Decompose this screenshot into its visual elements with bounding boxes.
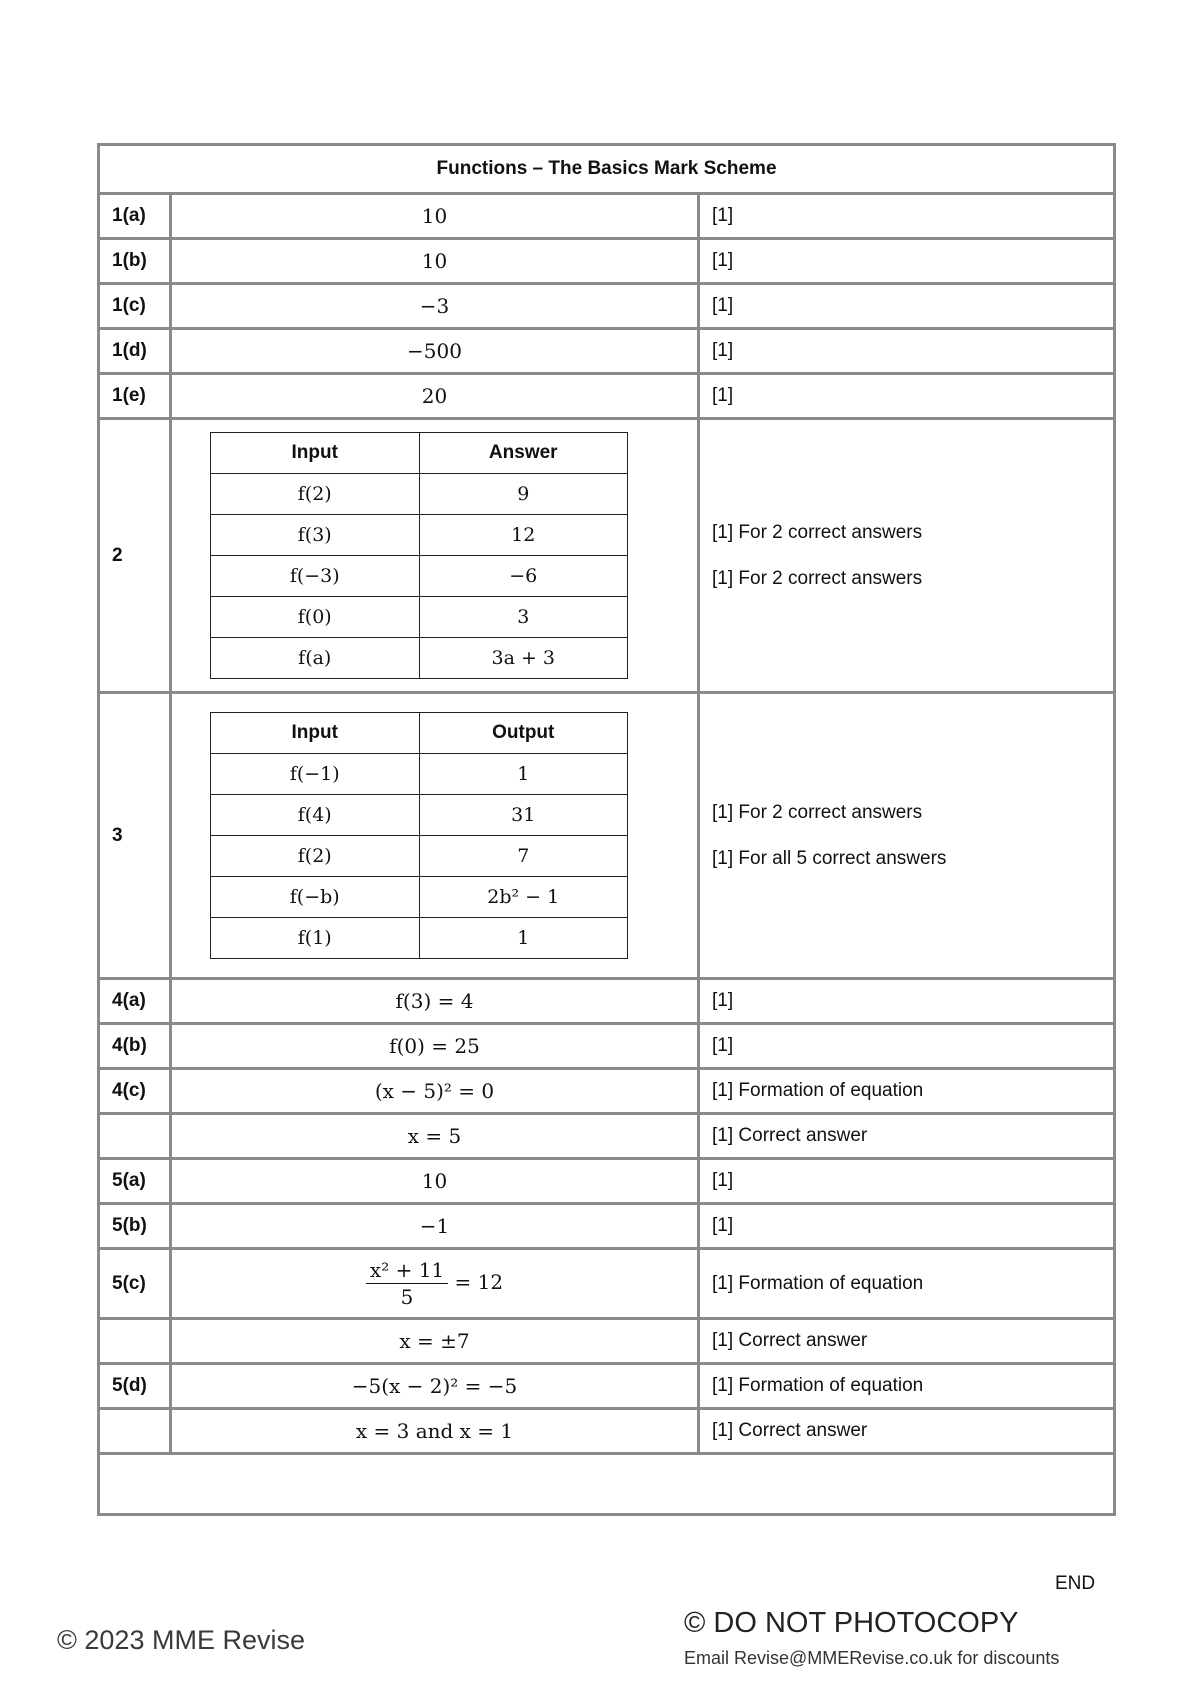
answer-cell: x = 5	[171, 1114, 699, 1159]
discount-email-text: Email Revise@MMERevise.co.uk for discounts	[684, 1648, 1060, 1668]
answer-cell: 10	[171, 239, 699, 284]
function-table	[210, 712, 628, 959]
fraction-denominator: 5	[400, 1285, 414, 1309]
page-title: Functions – The Basics Mark Scheme	[99, 145, 1115, 194]
column-header: Input	[211, 433, 420, 474]
mark-line: [1] For all 5 correct answers	[712, 847, 947, 869]
table-row	[99, 1409, 1115, 1454]
marks-cell: [1]	[699, 329, 1115, 374]
do-not-photocopy-notice: © DO NOT PHOTOCOPY	[684, 1607, 1019, 1639]
answer-cell: f(3) = 4	[171, 979, 699, 1024]
column-header: Output	[419, 713, 628, 754]
answer-cell: −3	[171, 284, 699, 329]
question-number: 5(d)	[99, 1364, 171, 1409]
value-cell: 3	[419, 597, 628, 638]
input-cell: f(0)	[211, 597, 420, 638]
table-row	[99, 374, 1115, 419]
marks-cell: [1]	[699, 194, 1115, 239]
question-number: 2	[99, 419, 171, 693]
value-cell: 31	[419, 795, 628, 836]
question-number: 5(a)	[99, 1159, 171, 1204]
table-row	[99, 194, 1115, 239]
answer-cell	[171, 693, 699, 979]
input-cell: f(2)	[211, 836, 420, 877]
answer-cell: (x − 5)² = 0	[171, 1069, 699, 1114]
table-row	[99, 329, 1115, 374]
end-marker: END	[1055, 1573, 1096, 1594]
answer-cell: 10	[171, 1159, 699, 1204]
marks-cell: [1] Formation of equation	[699, 1249, 1115, 1319]
question-number: 4(c)	[99, 1069, 171, 1114]
value-cell: 2b² − 1	[419, 877, 628, 918]
marks-cell: [1]	[699, 1024, 1115, 1069]
answer-cell: x = 3 and x = 1	[171, 1409, 699, 1454]
marks-cell: [1]	[699, 979, 1115, 1024]
marks-cell: [1] Formation of equation	[699, 1364, 1115, 1409]
marks-cell: [1]	[699, 1159, 1115, 1204]
input-cell: f(−3)	[211, 556, 420, 597]
question-number: 4(a)	[99, 979, 171, 1024]
answer-cell	[171, 1249, 699, 1319]
equation-rhs: = 12	[454, 1270, 504, 1294]
table-row	[99, 1204, 1115, 1249]
table-row	[99, 979, 1115, 1024]
answer-cell: −500	[171, 329, 699, 374]
question-number: 5(b)	[99, 1204, 171, 1249]
table-row	[99, 1114, 1115, 1159]
marks-cell: [1] Formation of equation	[699, 1069, 1115, 1114]
value-cell: 3a + 3	[419, 638, 628, 679]
marks-cell: [1] Correct answer	[699, 1319, 1115, 1364]
table-row	[99, 1024, 1115, 1069]
answer-cell: −1	[171, 1204, 699, 1249]
table-row	[99, 284, 1115, 329]
answer-cell: x = ±7	[171, 1319, 699, 1364]
input-cell: f(4)	[211, 795, 420, 836]
value-cell: 1	[419, 918, 628, 959]
column-header: Answer	[419, 433, 628, 474]
mark-scheme-table	[97, 143, 1116, 1516]
table-row	[99, 1069, 1115, 1114]
blank-row	[99, 1454, 1115, 1515]
blank-cell	[99, 1454, 1115, 1515]
input-cell: f(a)	[211, 638, 420, 679]
fraction-numerator: x² + 11	[366, 1258, 448, 1284]
mark-line: [1] For 2 correct answers	[712, 567, 923, 589]
answer-cell	[171, 419, 699, 693]
marks-cell: [1]	[699, 374, 1115, 419]
table-row	[99, 1319, 1115, 1364]
input-cell: f(2)	[211, 474, 420, 515]
mark-line: [1] For 2 correct answers	[712, 521, 923, 543]
question-number: 1(b)	[99, 239, 171, 284]
input-cell: f(1)	[211, 918, 420, 959]
answer-cell: 20	[171, 374, 699, 419]
value-cell: 1	[419, 754, 628, 795]
question-number: 1(e)	[99, 374, 171, 419]
answer-cell: f(0) = 25	[171, 1024, 699, 1069]
value-cell: −6	[419, 556, 628, 597]
input-cell: f(3)	[211, 515, 420, 556]
column-header: Input	[211, 713, 420, 754]
table-row	[99, 1159, 1115, 1204]
input-cell: f(−b)	[211, 877, 420, 918]
marks-cell: [1]	[699, 1204, 1115, 1249]
question-number: 1(d)	[99, 329, 171, 374]
value-cell: 9	[419, 474, 628, 515]
mark-line: [1] For 2 correct answers	[712, 801, 923, 823]
marks-cell: [1]	[699, 239, 1115, 284]
fraction	[366, 1258, 448, 1309]
marks-cell: [1] Correct answer	[699, 1114, 1115, 1159]
question-number	[99, 1409, 171, 1454]
question-number: 1(a)	[99, 194, 171, 239]
question-number	[99, 1114, 171, 1159]
input-cell: f(−1)	[211, 754, 420, 795]
question-number: 1(c)	[99, 284, 171, 329]
table-row	[99, 239, 1115, 284]
question-number: 5(c)	[99, 1249, 171, 1319]
marks-cell: [1] Correct answer	[699, 1409, 1115, 1454]
marks-cell	[699, 419, 1115, 693]
value-cell: 12	[419, 515, 628, 556]
answer-cell: −5(x − 2)² = −5	[171, 1364, 699, 1409]
question-number	[99, 1319, 171, 1364]
table-row	[99, 1249, 1115, 1319]
question-number: 4(b)	[99, 1024, 171, 1069]
marks-cell	[699, 693, 1115, 979]
table-row	[99, 419, 1115, 693]
function-table	[210, 432, 628, 679]
table-row	[99, 693, 1115, 979]
question-number: 3	[99, 693, 171, 979]
value-cell: 7	[419, 836, 628, 877]
copyright-text: © 2023 MME Revise	[57, 1625, 305, 1655]
answer-cell: 10	[171, 194, 699, 239]
table-title-row	[99, 145, 1115, 194]
table-row	[99, 1364, 1115, 1409]
marks-cell: [1]	[699, 284, 1115, 329]
